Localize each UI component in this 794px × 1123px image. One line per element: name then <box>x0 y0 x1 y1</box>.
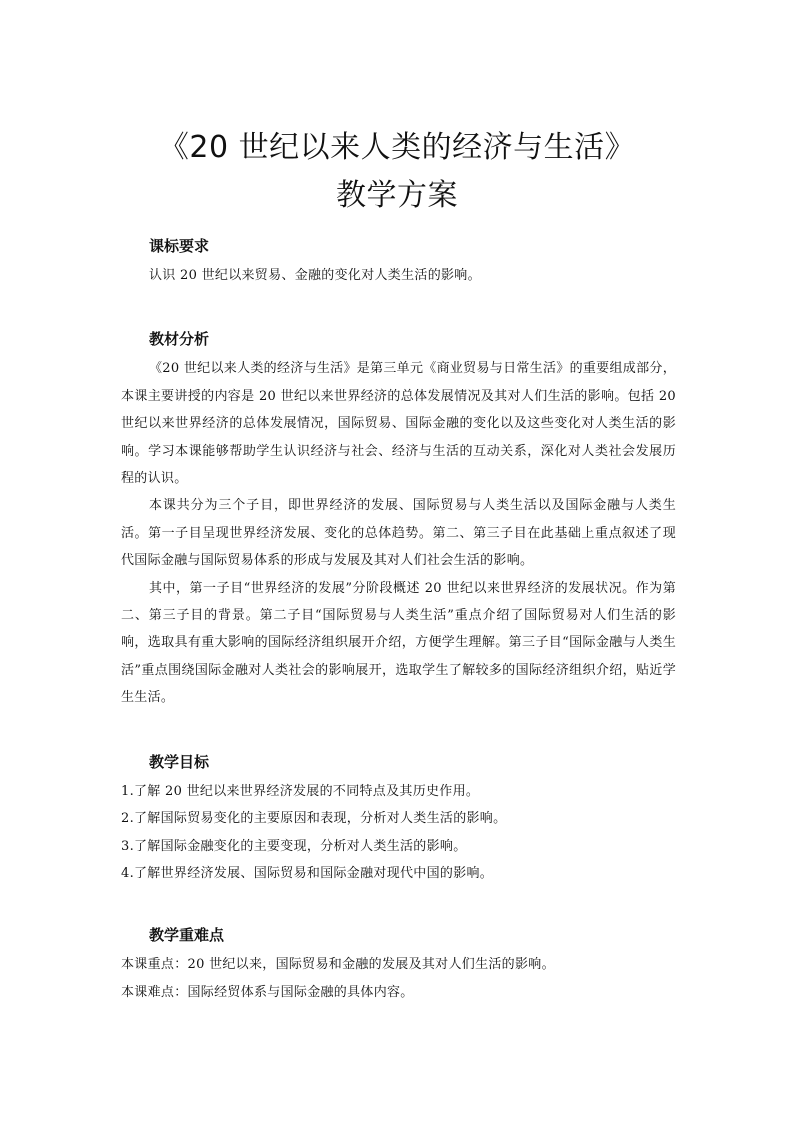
paragraph: 其中，第一子目“世界经济的发展”分阶段概述 20 世纪以来世界经济的发展状况。作为第二、第三子目的背景。第二子目“国际贸易与人类生活”重点介绍了国际贸易对人们生活的影响，选取具有重大影响的国际经济组织展开介绍，方便学生理解。第三子目“国际金融与人类生活”重点围绕国际金融对人类社会的影响展开，选取学生了解较多的国际经济组织介绍，贴近学生生活。 <box>121 580 676 706</box>
section-heading: 教材分析 <box>149 330 210 349</box>
key-point-text: 本课重点：20 世纪以来，国际贸易和金融的发展及其对人们生活的影响。 <box>121 957 555 973</box>
title-line-2: 教学方案 <box>336 178 458 213</box>
document-title <box>0 126 794 218</box>
section-curriculum-requirements <box>121 232 676 289</box>
section-key-difficult-points <box>121 921 676 1006</box>
section-heading: 教学目标 <box>149 752 210 771</box>
section-heading: 教学重难点 <box>149 926 225 945</box>
section-heading: 课标要求 <box>149 237 210 255</box>
section-teaching-objectives <box>121 748 676 888</box>
paragraph: 《20 世纪以来人类的经济与生活》是第三单元《商业贸易与日常生活》的重要组成部分，本课主要讲授的内容是 20 世纪以来世界经济的总体发展情况及其对人们生活的影响。包括 20 世纪以来世界经济的总体发展情况，国际贸易、国际金融的变化以及这些变化对人类生活的影响。学习本课能够帮助学生认识经济与社会、经济与生活的互动关系，深化对人类社会发展历程的认识。 <box>121 361 676 487</box>
title-line-1: 《20 世纪以来人类的经济与生活》 <box>158 130 636 165</box>
difficult-point-text: 本课难点：国际经贸体系与国际金融的具体内容。 <box>121 984 414 1000</box>
paragraph: 本课共分为三个子目，即世界经济的发展、国际贸易与人类生活以及国际金融与人类生活。第一子目呈现世界经济发展、变化的总体趋势。第二、第三子目在此基础上重点叙述了现代国际金融与国际贸易体系的形成与发展及其对人们社会生活的影响。 <box>121 498 676 569</box>
objective-item: 4.了解世界经济发展、国际贸易和国际金融对现代中国的影响。 <box>121 865 494 881</box>
curriculum-text: 认识 20 世纪以来贸易、金融的变化对人类生活的影响。 <box>149 268 481 283</box>
objective-item: 2.了解国际贸易变化的主要原因和表现，分析对人类生活的影响。 <box>121 811 507 827</box>
document-body <box>121 232 676 1006</box>
objective-item: 3.了解国际金融变化的主要变现，分析对人类生活的影响。 <box>121 838 467 854</box>
objective-item: 1.了解 20 世纪以来世界经济发展的不同特点及其历史作用。 <box>121 783 480 799</box>
section-textbook-analysis <box>121 325 676 711</box>
